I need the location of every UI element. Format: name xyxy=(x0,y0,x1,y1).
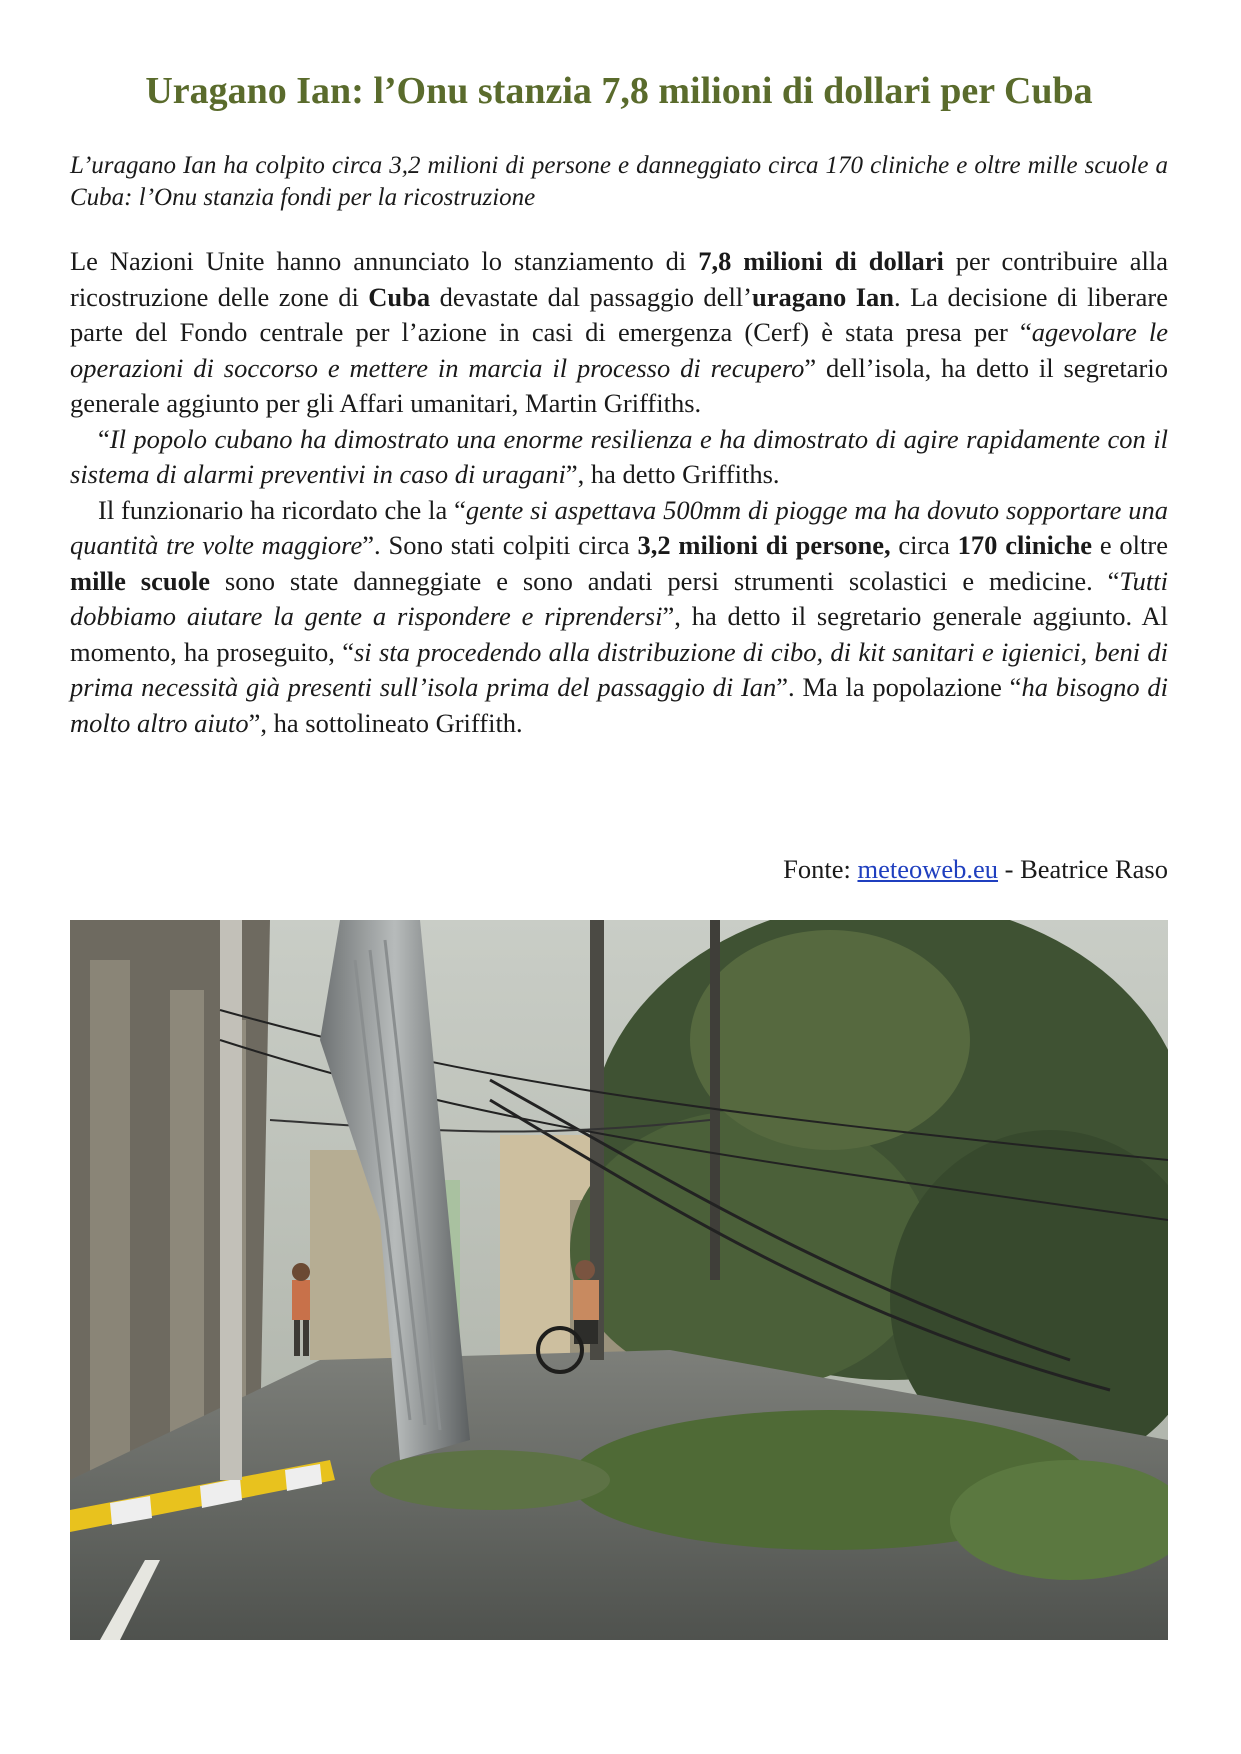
italic-quote: Tutti dobbiamo aiutare la gente a rispondere e riprendersi xyxy=(70,565,1168,631)
paragraph-1 xyxy=(70,244,1168,422)
article-body xyxy=(70,244,1168,741)
bold-run: 7,8 milioni di dollari xyxy=(698,246,944,276)
bold-run: 3,2 milioni di persone, xyxy=(637,530,891,560)
paragraph-2 xyxy=(70,422,1168,493)
article-subtitle: L’uragano Ian ha colpito circa 3,2 milioni di persone e danneggiato circa 170 cliniche e oltre mille scuole a Cuba: l’Onu stanzia fondi per la ricostruzione xyxy=(70,152,1168,211)
bold-run: 170 cliniche xyxy=(957,530,1093,560)
italic-quote: gente si aspettava 500mm di piogge ma ha dovuto sopportare una quantità tre volte maggiore xyxy=(70,494,1168,560)
source-author: - Beatrice Raso xyxy=(998,854,1168,884)
text-run: ”. Ma la popolazione “ xyxy=(776,672,1022,702)
paragraph-3 xyxy=(70,493,1168,742)
bold-run: Cuba xyxy=(368,281,431,312)
text-run: per contribuire alla ricostruzione delle zone di xyxy=(70,246,1168,312)
italic-quote: agevolare le operazioni di soccorso e mettere in marcia il processo di recupero xyxy=(70,317,1168,383)
text-run: circa xyxy=(890,530,958,560)
text-run: sono state danneggiate e sono andati persi strumenti scolastici e medicine. “ xyxy=(210,565,1120,596)
text-run: ” dell’isola, ha detto il segretario generale aggiunto per gli Affari umanitari, Martin Griffiths. xyxy=(70,352,1168,418)
source-label: Fonte: xyxy=(783,854,858,884)
text-run: ”. Sono stati colpiti circa xyxy=(362,530,638,560)
italic-quote: si sta procedendo alla distribuzione di cibo, di kit sanitari e igienici, beni di prima necessità già presenti sull’isola prima del passaggio di Ian xyxy=(70,636,1168,702)
text-run: e oltre xyxy=(1092,530,1168,560)
text-run: ”, ha detto Griffiths. xyxy=(565,459,780,489)
hurricane-damage-photo xyxy=(70,920,1168,1640)
text-run: “ xyxy=(98,423,110,454)
text-run: Il funzionario ha ricordato che la “ xyxy=(98,494,466,525)
italic-quote: ha bisogno di molto altro aiuto xyxy=(70,672,1169,738)
bold-run: mille scuole xyxy=(70,565,210,596)
text-run: Le Nazioni Unite hanno annunciato lo stanziamento di xyxy=(70,246,699,276)
italic-quote: Il popolo cubano ha dimostrato una enorme resilienza e ha dimostrato di agire rapidamente con il sistema di alarmi preventivi in caso di uragani xyxy=(70,423,1168,489)
source-credit xyxy=(783,852,1168,886)
source-link[interactable]: meteoweb.eu xyxy=(857,854,999,884)
text-run: ”, ha sottolineato Griffith. xyxy=(248,707,523,738)
article-title: Uragano Ian: l’Onu stanzia 7,8 milioni di dollari per Cuba xyxy=(145,70,1093,112)
text-run: devastate dal passaggio dell’ xyxy=(430,281,752,312)
bold-run: uragano Ian xyxy=(752,281,894,312)
text-run: ”, ha detto il segretario generale aggiunto. Al momento, ha proseguito, “ xyxy=(70,601,1168,667)
text-run: . La decisione di liberare parte del Fondo centrale per l’azione in casi di emergenza (Cerf) è stata presa per “ xyxy=(70,281,1168,347)
